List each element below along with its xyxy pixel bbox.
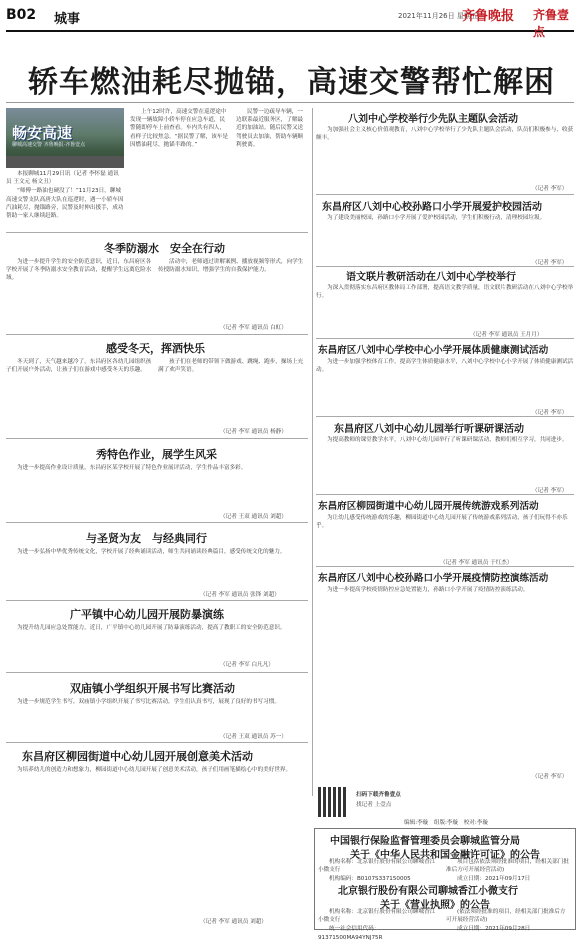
article-title: 东昌府区八刘中心幼儿园举行听课研课活动 — [334, 424, 524, 435]
main-headline: 轿车燃油耗尽抛锚，高速交警帮忙解困 — [28, 65, 555, 100]
article-byline: （记者 李军 通讯员 王月月） — [470, 332, 543, 338]
article-para: 为进一步提升学生的安全防范意识，近日，东昌府区各学校开展了冬季防溺水安全教育活动，提醒学生远离危险水域。 — [6, 259, 152, 282]
qr-code — [318, 787, 348, 817]
article-title: 语文联片教研活动在八刘中心学校举行 — [346, 272, 516, 283]
article-para: 为深入贯彻落实东昌府区教体局工作部署，提高语文教学质量，语文联片教研活动在八刘中心学校举行。 — [316, 285, 574, 300]
article-byline: （记者 李军） — [532, 488, 568, 494]
article-para: 为进一步提高学校疫情防控应急处置能力，孙路口小学开展了疫情防控演练活动。 — [327, 587, 529, 593]
article-para: 为培养幼儿的创造力和想象力，柳园街道中心幼儿园开展了创意美术活动，孩子们用画笔描绘心中的美好世界。 — [17, 767, 292, 773]
article-title: 与圣贤为友 与经典同行 — [86, 532, 207, 545]
divider — [316, 194, 574, 195]
notice1-right — [446, 858, 570, 883]
article-body — [6, 624, 308, 652]
article-byline: （记者 李军 白凡凡） — [220, 662, 274, 668]
article-byline: （记者 李军 通讯员 于红杰） — [440, 560, 513, 566]
photo-caption: 畅安高速 — [12, 124, 73, 142]
article-para: 为提高教师的课堂教学水平，八刘中心幼儿园举行了听课研课活动，教师们相互学习，共同进步。 — [327, 437, 568, 443]
lead-para: 上午12时许，高速交警在巡逻途中发现一辆故障小轿车停在应急车道，民警随即停车上前查看。车内共有四人，看样子比较焦急。“据民警了解，该车是因燃油耗尽，抛锚半路的。” — [130, 109, 228, 148]
divider — [316, 566, 574, 567]
article-byline: （记者 李军） — [532, 410, 568, 416]
article-title: 冬季防溺水 安全在行动 — [104, 242, 225, 255]
notice2-right — [446, 908, 570, 933]
lead-article-col3 — [236, 108, 308, 170]
article-body — [6, 548, 308, 586]
article-title: 东昌府区八刘中心校孙路口小学开展爱护校园活动 — [322, 202, 542, 213]
notice-line: 机构名称：北京银行股份有限公司聊城香江小微支行 — [318, 859, 436, 874]
notice-line: 机构编码：B0107S337150005 — [329, 876, 411, 883]
article-title: 八刘中心学校举行少先队主题队会活动 — [348, 114, 518, 125]
notice2-title: 北京银行股份有限公司聊城香江小微支行 — [338, 886, 518, 897]
article-para: 为进一步弘扬中华优秀传统文化，学校开展了经典诵读活动，师生共同诵读经典篇目，感受传统文化的魅力。 — [17, 549, 286, 555]
article-para: 为进一步提高作业设计质量，东昌府区某学校开展了特色作业展评活动，学生作品丰富多彩。 — [17, 465, 247, 471]
notice-line: 成立日期：2021年09月28日 — [457, 926, 531, 933]
issue-date: 2021年11月26日 星期五 — [398, 12, 478, 20]
article-title: 广平镇中心幼儿园开展防暴演练 — [70, 608, 224, 621]
notice1-title: 中国银行保险监督管理委员会聊城监管分局 — [330, 836, 520, 847]
article-body — [316, 126, 574, 182]
article-byline: （记者 李军） — [532, 186, 568, 192]
article-title: 感受冬天，挥洒快乐 — [106, 342, 205, 355]
article-body — [316, 358, 574, 406]
article-para: 为进一步加强学校体育工作，提高学生体质健康水平，八刘中心学校中心小学开展了体质健康测试活动。 — [316, 359, 574, 374]
article-body — [158, 358, 308, 424]
article-para: 为了建设美丽校园，孙路口小学开展了爱护校园活动，学生们积极行动，清理校园垃圾。 — [327, 215, 546, 221]
editors-line: 编辑:李璇 组版:李璇 校对:李璇 — [404, 820, 488, 826]
divider — [6, 334, 308, 335]
article-para: 为加强社会主义核心价值观教育，八刘中心学校举行了少先队主题队会活动，队员们积极参与，收获颇丰。 — [316, 127, 574, 142]
notice2-subtitle: 关于《营业执照》的公告 — [380, 900, 490, 911]
divider — [6, 742, 308, 743]
notice-line: (依法须经批准的项目，经相关部门批准后方可开展经营活动) — [446, 909, 566, 924]
article-body — [6, 358, 152, 424]
article-byline: （记者 李军 通讯员 杨静） — [220, 429, 287, 435]
article-para: 为提升幼儿园应急处置能力，近日，广平镇中心幼儿园开展了防暴演练活动，提高了教职工的安全防范意识。 — [17, 625, 286, 631]
divider — [316, 266, 574, 267]
divider — [6, 522, 308, 523]
article-para: 为进一步规范学生书写，双庙镇小学组织开展了书写比赛活动，学生们认真书写，展现了良好的书写习惯。 — [17, 699, 280, 705]
article-body — [316, 284, 574, 328]
article-body — [6, 464, 308, 508]
article-para: 为让幼儿感受传统游戏的乐趣，柳园街道中心幼儿园开展了传统游戏系列活动，孩子们玩得不亦乐乎。 — [316, 515, 568, 530]
lead-para: “师傅一路油也硬没了！”11月23日，聊城高速交警支队高唐大队在巡逻时，遇一小轿车因汽油耗尽，抛锚路旁，民警及时伸出援手，成功帮助一家人继续赶路。 — [6, 188, 124, 220]
app-logo: 齐鲁壹点 — [533, 8, 570, 39]
qr-subtitle: 找记者 上壹点 — [356, 802, 392, 808]
article-body — [316, 586, 574, 768]
newspaper-logo: 齐鲁晚报 — [462, 9, 515, 24]
notice-line: 成立日期：2021年09月17日 — [457, 876, 531, 883]
divider — [6, 600, 308, 601]
article-body — [6, 258, 152, 322]
article-para: 活动中，老师通过讲解案例、播放视频等形式，向学生传授防溺水知识，增强学生的自我保护能力。 — [158, 259, 304, 274]
article-title: 东昌府区柳园街道中心幼儿园开展创意美术活动 — [22, 750, 253, 763]
article-byline: （记者 李军 通讯员 张锋 刘超） — [200, 592, 280, 598]
article-body — [316, 436, 574, 486]
notice-line: 机构名称：北京银行股份有限公司聊城香江小微支行 — [318, 909, 436, 924]
notice1-left — [318, 858, 440, 883]
article-title: 秀特色作业，展学生风采 — [96, 448, 217, 461]
page-header — [6, 4, 574, 39]
article-byline: （记者 王双 通讯员 刘超） — [220, 514, 287, 520]
lead-byline: 本报聊城11月29日讯（记者 李怀磊 通讯员 王文元 杨文丑） — [6, 171, 119, 186]
article-byline: （记者 李军） — [532, 260, 568, 266]
divider — [6, 232, 308, 233]
notice1-subtitle: 关于《中华人民共和国金融许可证》的公告 — [350, 850, 540, 861]
lead-photo — [6, 108, 124, 168]
lead-para: 民警一边疏导车辆，一边联系最近服务区，了解最近的加油站。随后民警又送驾驶员去加油，帮助车辆顺利驶离。 — [236, 109, 304, 148]
lead-article-col2 — [130, 108, 230, 170]
notice-line: 统一社会信用代码：91371500MA94YNJ75R — [318, 926, 383, 941]
photo-subcaption: 聊城高速交警 齐鲁晚报·齐鲁壹点 — [12, 142, 86, 148]
qr-title: 扫码下载齐鲁壹点 — [356, 792, 401, 798]
article-body — [316, 214, 574, 258]
column-divider — [312, 108, 313, 796]
lead-article-col1 — [6, 170, 124, 230]
article-body — [6, 698, 308, 728]
article-body — [158, 258, 308, 322]
article-body — [316, 514, 574, 556]
article-title: 东昌府区柳园街道中心幼儿园开展传统游戏系列活动 — [318, 501, 539, 512]
divider — [316, 416, 574, 417]
road-graphic — [6, 156, 124, 168]
page-number: B02 — [6, 7, 37, 23]
article-title: 双庙镇小学组织开展书写比赛活动 — [70, 682, 235, 695]
headline-rule — [6, 102, 574, 103]
article-body — [6, 766, 308, 916]
article-byline: （记者 李军 通讯员 刘超） — [200, 919, 267, 925]
notice-line: 项目包括依法须经批准的项目，经相关部门批准后方可开展经营活动) — [446, 859, 569, 874]
notice2-left — [318, 908, 440, 941]
article-byline: （记者 李军 通讯员 白虹） — [220, 325, 287, 331]
article-para: 冬天到了，天气越来越冷了，东昌府区各幼儿园组织孩子们开展户外活动，让孩子们在游戏中感受冬天的乐趣。 — [6, 359, 152, 374]
section-name: 城事 — [54, 12, 81, 27]
divider — [6, 438, 308, 439]
article-title: 东昌府区八刘中心校孙路口小学开展疫情防控演练活动 — [318, 573, 549, 584]
divider — [316, 338, 574, 339]
divider — [6, 672, 308, 673]
divider — [316, 494, 574, 495]
article-byline: （记者 李军） — [532, 774, 568, 780]
article-byline: （记者 王双 通讯员 苏一） — [220, 734, 287, 740]
article-title: 东昌府区八刘中心学校中心小学开展体质健康测试活动 — [318, 345, 549, 356]
article-para: 孩子们在老师的带领下做游戏、跳绳、跑步，操场上充满了欢声笑语。 — [158, 359, 304, 374]
